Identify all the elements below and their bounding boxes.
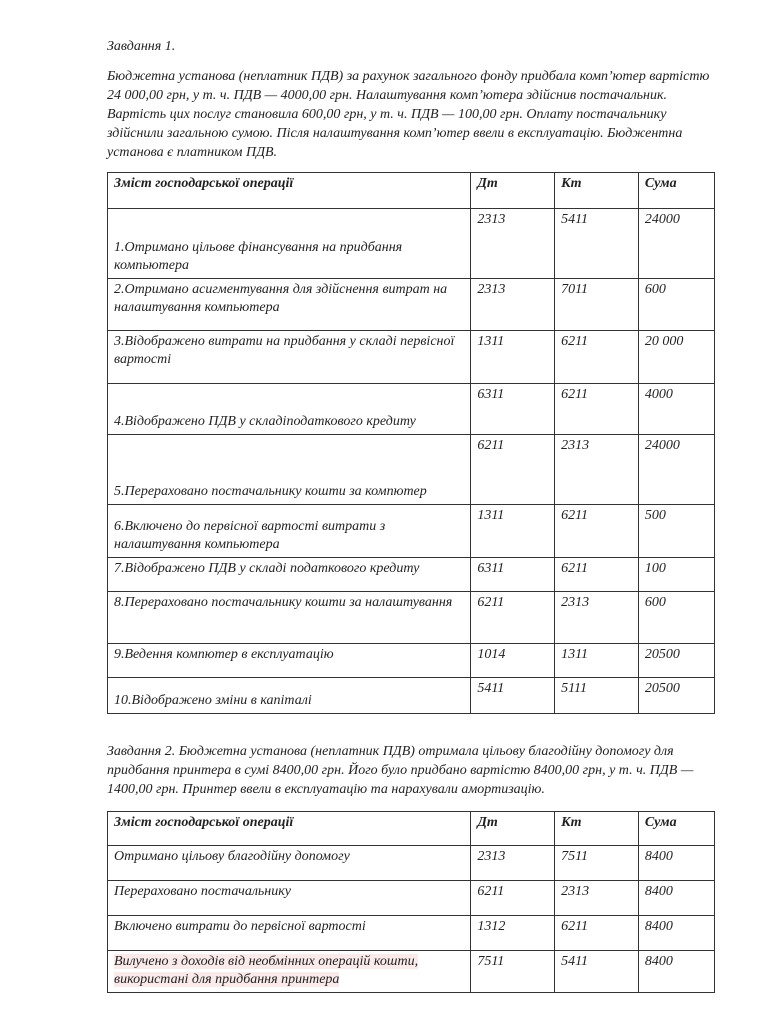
sum-cell: 8400 — [638, 916, 714, 951]
credit-cell: 7011 — [555, 279, 639, 331]
debit-cell: 6211 — [471, 881, 555, 916]
task1-text: Бюджетна установа (неплатник ПДВ) за рахунок загального фонду придбала комп’ютер вартістю 24 000,00 грн, у т. ч. ПДВ — 4000,00 грн. Налаштування комп’ютера здійснив постачальник. Вартість цих послуг становила 600,00 грн, у т. ч. ПДВ — 100,00 грн. Оплату постачальнику здійснили загальною сумою. Після налаштування комп’ютер ввели в експлуатацію. Бюджентна установа є платником ПДВ. — [107, 69, 710, 160]
task2-table — [107, 811, 715, 993]
credit-cell: 6211 — [555, 916, 639, 951]
credit-cell: 2313 — [555, 592, 639, 644]
table-row — [108, 505, 715, 558]
sum-cell: 20500 — [638, 644, 714, 678]
operation-desc: 5.Перераховано постачальнику кошти за компютер — [108, 435, 471, 505]
table-row — [108, 951, 715, 993]
operation-desc: 2.Отримано асигментування для здійснення витрат на налаштування компьютера — [108, 279, 471, 331]
header-operation: Зміст господарської операції — [108, 173, 471, 209]
operation-desc: 6.Включено до первісної вартості витрати з налаштування компьютера — [108, 505, 471, 558]
debit-cell: 6311 — [471, 384, 555, 435]
operation-desc — [108, 951, 471, 993]
operation-desc: 3.Відображено витрати на придбання у складі первісної вартості — [108, 331, 471, 384]
table-row — [108, 846, 715, 881]
sum-cell: 100 — [638, 558, 714, 592]
debit-cell: 5411 — [471, 678, 555, 714]
task2-text: Завдання 2. Бюджетна установа (неплатник ПДВ) отримала цільову благодійну допомогу для придбання принтера в сумі 8400,00 грн. Його було придбано вартістю 8400,00 грн, у т. ч. ПДВ — 1400,00 грн. Принтер ввели в експлуатацію та нарахували амортизацію. — [107, 744, 694, 797]
credit-cell: 6211 — [555, 505, 639, 558]
operation-desc: Перераховано постачальнику — [108, 881, 471, 916]
sum-cell: 500 — [638, 505, 714, 558]
table-row — [108, 384, 715, 435]
debit-cell: 1014 — [471, 644, 555, 678]
debit-cell: 6211 — [471, 592, 555, 644]
debit-cell: 2313 — [471, 209, 555, 279]
operation-desc: 8.Перераховано постачальнику кошти за налаштування — [108, 592, 471, 644]
task1-heading: Завдання 1. — [107, 39, 176, 54]
table-row — [108, 916, 715, 951]
operation-desc: Включено витрати до первісної вартості — [108, 916, 471, 951]
credit-cell: 5411 — [555, 951, 639, 993]
debit-cell: 1311 — [471, 505, 555, 558]
table-row — [108, 331, 715, 384]
operation-desc: 4.Відображено ПДВ у складіподаткового кредиту — [108, 384, 471, 435]
debit-cell: 1311 — [471, 331, 555, 384]
operation-desc: 10.Відображено зміни в капіталі — [108, 678, 471, 714]
sum-cell: 8400 — [638, 951, 714, 993]
debit-cell: 1312 — [471, 916, 555, 951]
operation-desc: 1.Отримано цільове фінансування на придбання компьютера — [108, 209, 471, 279]
header-operation: Зміст господарської операції — [108, 812, 471, 846]
sum-cell: 4000 — [638, 384, 714, 435]
credit-cell: 2313 — [555, 881, 639, 916]
sum-cell: 24000 — [638, 435, 714, 505]
sum-cell: 600 — [638, 279, 714, 331]
table-row — [108, 279, 715, 331]
sum-cell: 600 — [638, 592, 714, 644]
sum-cell: 20 000 — [638, 331, 714, 384]
debit-cell: 2313 — [471, 846, 555, 881]
credit-cell: 5111 — [555, 678, 639, 714]
credit-cell: 2313 — [555, 435, 639, 505]
header-sum: Сума — [638, 812, 714, 846]
sum-cell: 20500 — [638, 678, 714, 714]
credit-cell: 6211 — [555, 558, 639, 592]
credit-cell: 7511 — [555, 846, 639, 881]
header-debit: Дт — [471, 173, 555, 209]
task1-table — [107, 172, 715, 714]
header-credit: Кт — [555, 812, 639, 846]
sum-cell: 24000 — [638, 209, 714, 279]
credit-cell: 5411 — [555, 209, 639, 279]
operation-desc: 9.Ведення компютер в експлуатацію — [108, 644, 471, 678]
debit-cell: 6211 — [471, 435, 555, 505]
highlighted-text: Вилучено з доходів від необмінних операцій кошти, використані для придбання принтера — [114, 954, 419, 987]
table-row — [108, 558, 715, 592]
table-row — [108, 644, 715, 678]
sum-cell: 8400 — [638, 881, 714, 916]
table-header-row — [108, 173, 715, 209]
debit-cell: 6311 — [471, 558, 555, 592]
table-row — [108, 435, 715, 505]
table-row — [108, 678, 715, 714]
credit-cell: 6211 — [555, 331, 639, 384]
sum-cell: 8400 — [638, 846, 714, 881]
operation-desc: 7.Відображено ПДВ у складі податкового кредиту — [108, 558, 471, 592]
table-row — [108, 881, 715, 916]
table-row — [108, 209, 715, 279]
table-row — [108, 592, 715, 644]
header-credit: Кт — [555, 173, 639, 209]
credit-cell: 1311 — [555, 644, 639, 678]
operation-desc: Отримано цільову благодійну допомогу — [108, 846, 471, 881]
header-sum: Сума — [638, 173, 714, 209]
table-header-row — [108, 812, 715, 846]
credit-cell: 6211 — [555, 384, 639, 435]
header-debit: Дт — [471, 812, 555, 846]
debit-cell: 7511 — [471, 951, 555, 993]
debit-cell: 2313 — [471, 279, 555, 331]
